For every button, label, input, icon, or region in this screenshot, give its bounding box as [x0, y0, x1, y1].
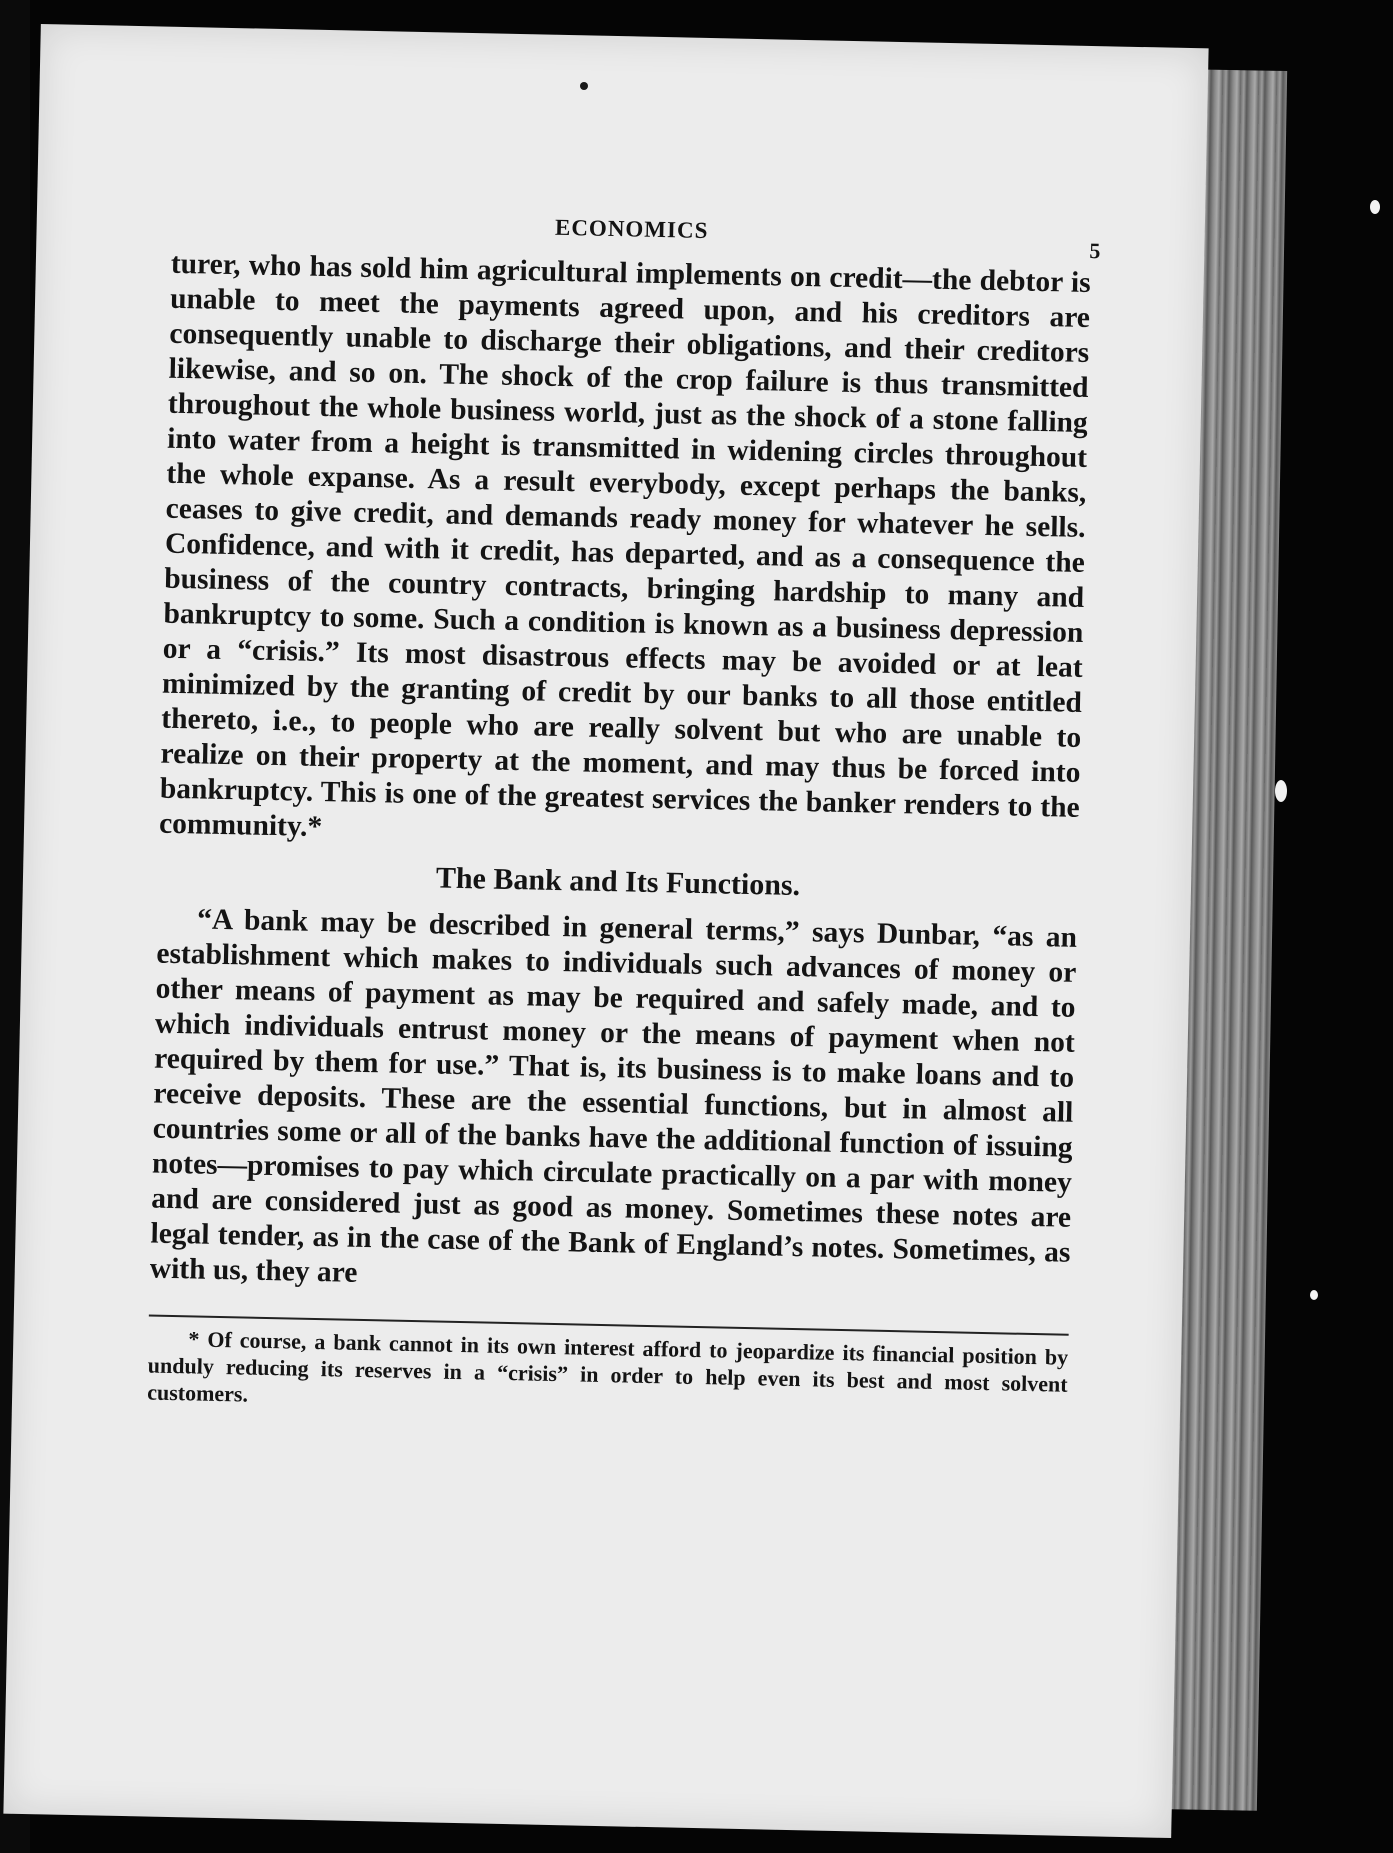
footnote: * Of course, a bank cannot in its own interest afford to jeopardize its financial position by unduly reducing its reserves in a “crisis” in order to help even its best and most solvent customers.	[146, 1326, 1069, 1407]
running-head	[172, 207, 1102, 264]
scan-speck	[1275, 780, 1287, 802]
running-head-title: ECONOMICS	[554, 214, 709, 243]
scan-speck	[1370, 200, 1380, 214]
book-page	[3, 24, 1208, 1838]
scan-speck	[580, 82, 588, 90]
page-number: 5	[1089, 237, 1102, 264]
section-heading: The Bank and Its Functions.	[435, 861, 801, 903]
body-paragraph-2: “A bank may be described in general terms,” says Dunbar, “as an establishment which makes to individuals such advances of money or other means of payment as may be required and safely made, and to which individuals entrust money or the means of payment when not required by them for use.” That is, its business is to make loans and to receive deposits. These are the essential functions, but in almost all countries some or all of the banks have the additional function of issuing notes—promises to pay which circulate practically on a par with money and are considered just as good as money. Sometimes these notes are legal tender, as in the case of the Bank of England’s notes. Sometimes, as with us, they are	[149, 903, 1078, 1289]
body-paragraph-1: turer, who has sold him agricultural implements on credit—the debtor is unable to meet the payments agreed upon, and his creditors are consequently unable to discharge their obligations, and their creditors likewise, and so on. The shock of the crop failure is thus transmitted throughout the whole business world, just as the shock of a stone falling into water from a height is transmitted in widening circles throughout the whole expanse. As a result everybody, except perhaps the banks, ceases to give credit, and demands ready money for whatever he sells. Confidence, and with it credit, has departed, and as a consequence the business of the country contracts, bringing hardship to many and bankruptcy to some. Such a condition is known as a business depression or a “crisis.” Its most disastrous effects may be avoided or at leat minimized by the granting of credit by our banks to all those entitled thereto, i.e., to people who are really solvent but who are unable to realize on their property at the moment, and may thus be forced into bankruptcy. This is one of the greatest services the banker renders to the community.*	[158, 247, 1092, 844]
scan-speck	[1310, 1290, 1318, 1300]
text-block	[146, 207, 1102, 1425]
